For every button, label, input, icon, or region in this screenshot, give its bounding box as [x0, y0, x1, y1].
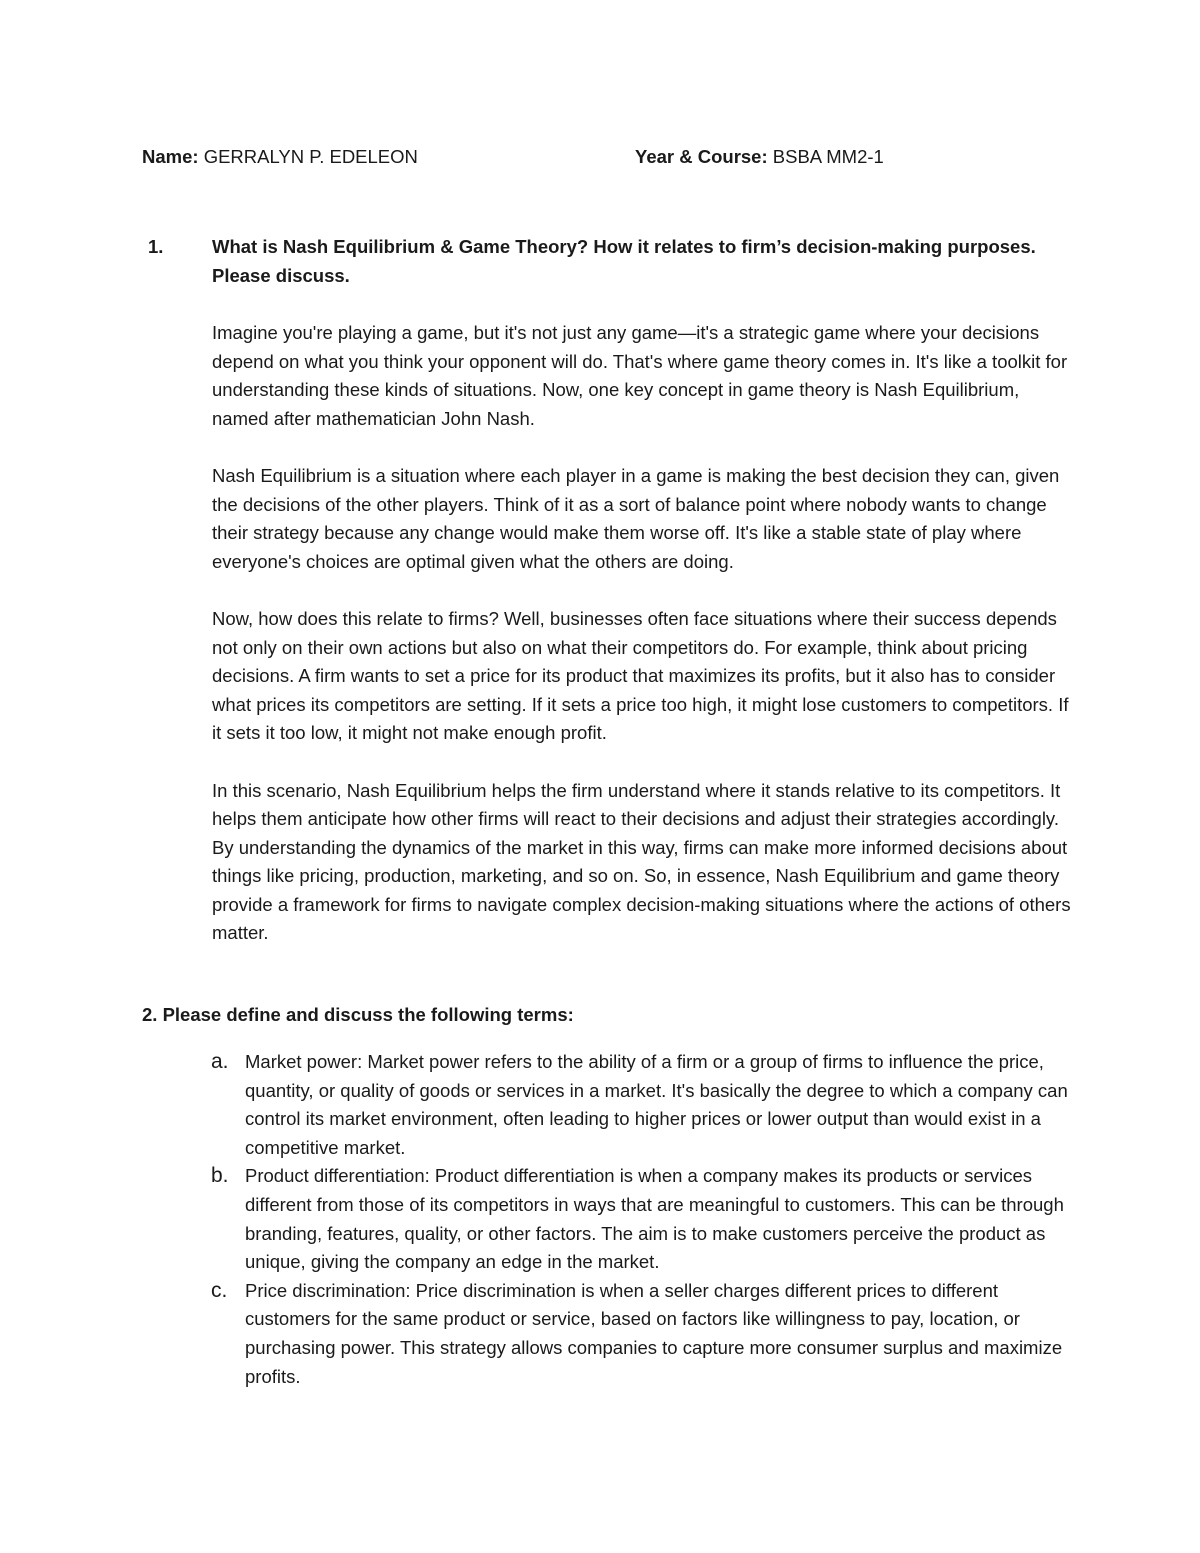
student-name [142, 144, 418, 170]
term-letter: c. [211, 1278, 228, 1302]
answer-paragraph: In this scenario, Nash Equilibrium helps the firm understand where it stands relative to its competitors. It helps them anticipate how other firms will react to their decisions and adjust their strategies accordingly. By understanding the dynamics of the market in this way, firms can make more informed decisions about things like pricing, production, marketing, and so on. So, in essence, Nash Equilibrium and game theory provide a framework for firms to navigate complex decision-making situations where the actions of others matter. [212, 779, 1071, 944]
name-label: Name: [142, 146, 199, 167]
question-1-title-line2: Please discuss. [212, 265, 350, 286]
header-row [142, 144, 1102, 170]
year-course [635, 144, 884, 170]
term-text: Product differentiation: Product differentiation is when a company makes its products or services different from those of its competitors in ways that are meaningful to customers. This can be through branding, features, quality, or other factors. The aim is to make customers perceive the product as unique, giving the company an edge in the market. [245, 1165, 1064, 1273]
term-letter: b. [211, 1164, 229, 1188]
name-value: GERRALYN P. EDELEON [203, 146, 418, 167]
term-text: Market power: Market power refers to the ability of a firm or a group of firms to influence the price, quantity, or quality of goods or services in a market. It's basically the degree to which a company can control its market environment, often leading to higher prices or lower output than would exist in a competitive market. [245, 1051, 1068, 1158]
question-1-answer [142, 319, 1072, 948]
terms-list [142, 1048, 1072, 1391]
question-2 [142, 1001, 1072, 1391]
answer-paragraph: Now, how does this relate to firms? Well, businesses often face situations where their success depends not only on their own actions but also on what their competitors do. For example, think about pricing decisions. A firm wants to set a price for its product that maximizes its profits, but it also has to consider what prices its competitors are setting. If it sets a price too high, it might lose customers to competitors. If it sets it too low, it might not make enough profit. [212, 607, 1069, 744]
answer-paragraph: Imagine you're playing a game, but it's not just any game—it's a strategic game where your decisions depend on what you think your opponent will do. That's where game theory comes in. It's like a toolkit for understanding these kinds of situations. Now, one key concept in game theory is Nash Equilibrium, named after mathematician John Nash. [212, 322, 1068, 429]
course-label: Year & Course: [635, 146, 768, 167]
term-item-price-discrimination [142, 1277, 1072, 1391]
question-1-heading [142, 232, 1072, 290]
term-item-market-power [142, 1048, 1072, 1162]
answer-paragraph: Nash Equilibrium is a situation where each player in a game is making the best decision they can, given the decisions of the other players. Think of it as a sort of balance point where nobody wants to change their strategy because any change would make them worse off. It's like a stable state of play where everyone's choices are optimal given what the others are doing. [212, 464, 1060, 572]
question-1-title-line1: What is Nash Equilibrium & Game Theory? How it relates to firm’s decision-making purposes. [212, 236, 1036, 257]
question-1-number: 1. [148, 236, 164, 257]
term-letter: a. [211, 1050, 229, 1073]
question-1 [142, 232, 1072, 977]
course-value: BSBA MM2-1 [772, 146, 884, 167]
question-2-title: 2. Please define and discuss the following terms: [142, 1004, 574, 1025]
term-item-product-differentiation [142, 1162, 1072, 1276]
term-text: Price discrimination: Price discrimination is when a seller charges different prices to different customers for the same product or service, based on factors like willingness to pay, location, or purchasing power. This strategy allows companies to capture more consumer surplus and maximize profits. [245, 1279, 1063, 1387]
